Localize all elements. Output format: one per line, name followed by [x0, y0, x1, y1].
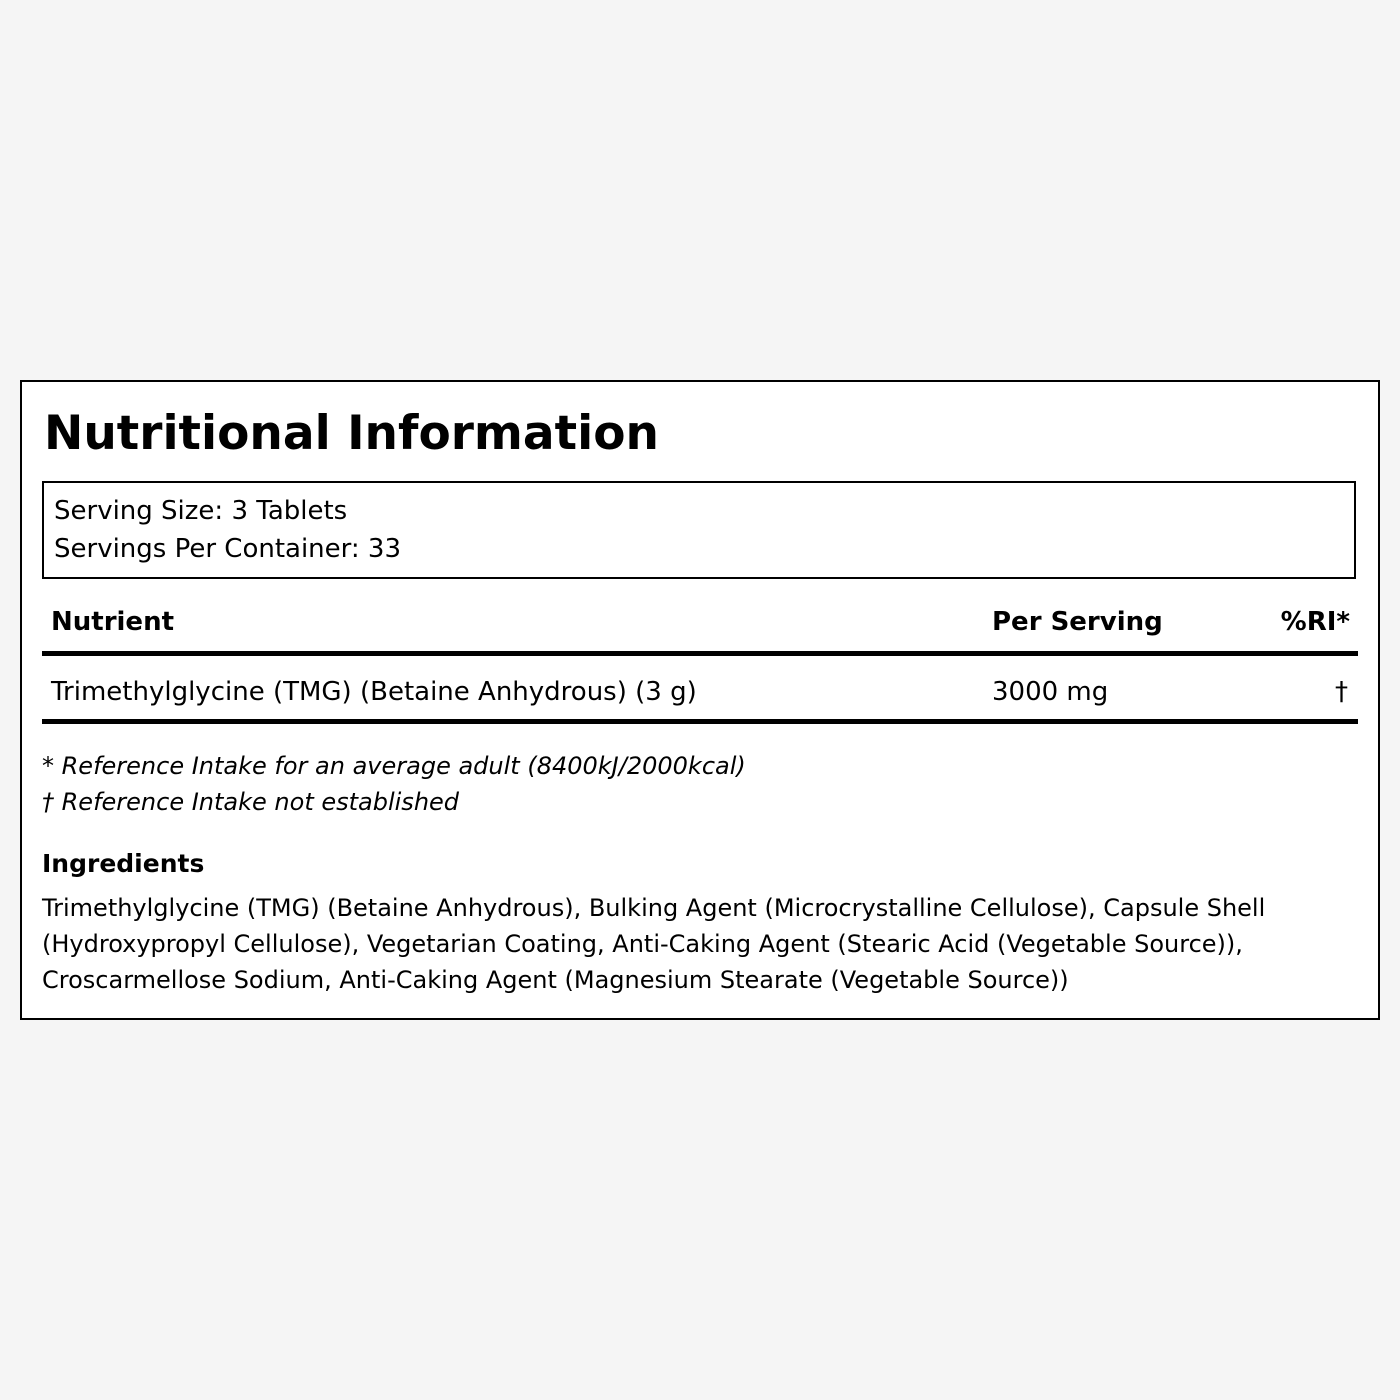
nutrition-panel: [20, 380, 1380, 1020]
ingredients-line: Trimethylglycine (TMG) (Betaine Anhydrous), Bulking Agent (Microcrystalline Cellulose), Capsule Shell: [42, 894, 1266, 922]
header-nutrient: Nutrient: [51, 607, 175, 637]
header-per-serving: Per Serving: [992, 607, 1163, 637]
ingredients-heading: Ingredients: [42, 849, 205, 878]
serving-size: Serving Size: 3 Tablets: [54, 496, 348, 526]
servings-per-container: Servings Per Container: 33: [54, 534, 402, 564]
header-ri: %RI*: [1280, 607, 1350, 637]
ingredients-line: Croscarmellose Sodium, Anti-Caking Agent (Magnesium Stearate (Vegetable Source)): [42, 966, 1069, 994]
table-bottom-divider: [42, 719, 1358, 724]
table-header-divider: [42, 651, 1358, 656]
ingredients-line: (Hydroxypropyl Cellulose), Vegetarian Coating, Anti-Caking Agent (Stearic Acid (Vegetable Source)),: [42, 930, 1243, 958]
footnote-not-established: † Reference Intake not established: [42, 788, 460, 816]
serving-info-box: [42, 481, 1356, 579]
row-ri: †: [1335, 677, 1348, 707]
footnote-reference-intake: * Reference Intake for an average adult (8400kJ/2000kcal): [42, 752, 746, 780]
panel-title: Nutritional Information: [44, 406, 659, 461]
row-nutrient-name: Trimethylglycine (TMG) (Betaine Anhydrous) (3 g): [51, 677, 697, 707]
row-per-serving: 3000 mg: [992, 677, 1109, 707]
